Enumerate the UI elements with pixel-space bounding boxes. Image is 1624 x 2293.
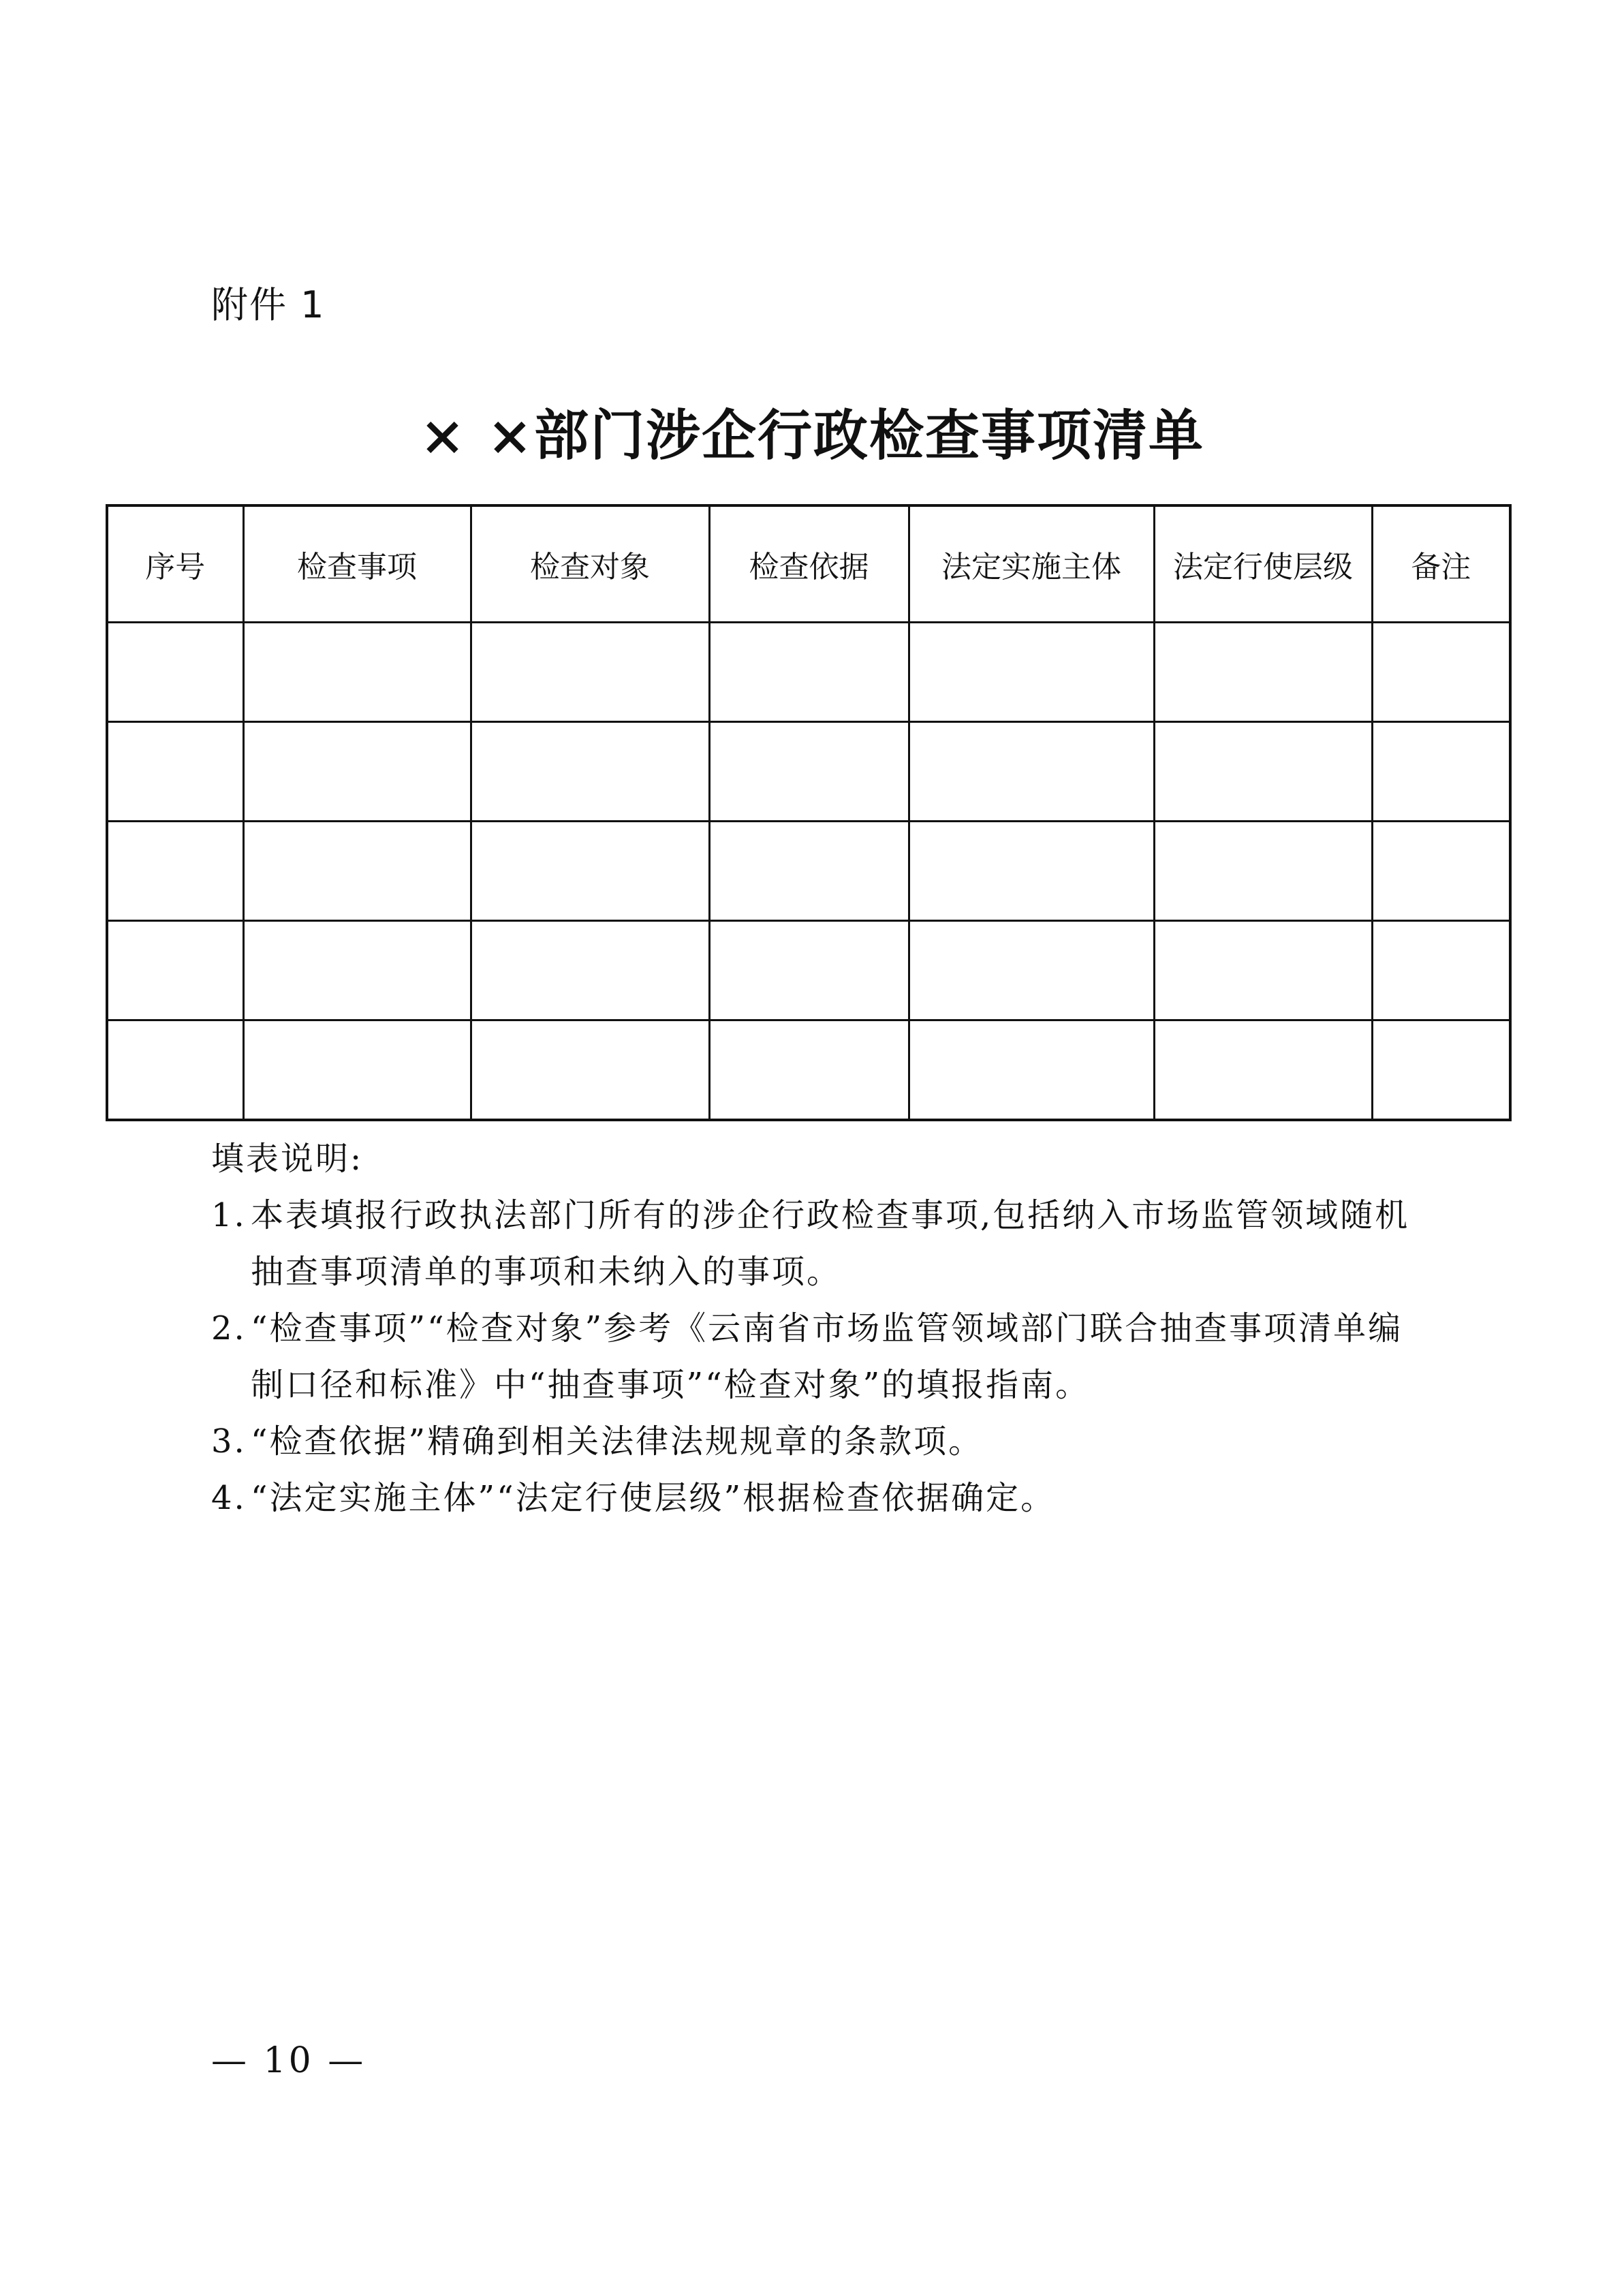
table-cell bbox=[709, 1020, 909, 1121]
table-cell bbox=[1154, 822, 1372, 921]
header-exercise-level: 法定行使层级 bbox=[1154, 505, 1372, 623]
instructions-heading: 填表说明: bbox=[211, 1140, 364, 1178]
table-cell bbox=[1154, 722, 1372, 822]
table-cell bbox=[909, 623, 1154, 722]
table-cell bbox=[243, 722, 471, 822]
instruction-item bbox=[211, 1470, 1424, 1527]
instruction-text: 本表填报行政执法部门所有的涉企行政检查事项,包括纳入市场监管领域随机抽查事项清单的事项和未纳入的事项。 bbox=[251, 1196, 1410, 1291]
table-cell bbox=[471, 921, 709, 1020]
table-cell bbox=[243, 921, 471, 1020]
table-cell bbox=[909, 921, 1154, 1020]
table-cell bbox=[107, 1020, 243, 1121]
instruction-text: “检查事项”“检查对象”参考《云南省市场监管领域部门联合抽查事项清单编制口径和标准》中“抽查事项”“检查对象”的填报指南。 bbox=[251, 1309, 1403, 1404]
filling-instructions bbox=[211, 1131, 1424, 1527]
table-header-row bbox=[107, 505, 1510, 623]
table-cell bbox=[1372, 722, 1510, 822]
table-cell bbox=[243, 822, 471, 921]
instruction-text: “检查依据”精确到相关法律法规规章的条款项。 bbox=[251, 1422, 984, 1461]
table-cell bbox=[909, 722, 1154, 822]
header-inspection-item: 检查事项 bbox=[243, 505, 471, 623]
table-cell bbox=[709, 921, 909, 1020]
instruction-number: 3. bbox=[211, 1422, 247, 1461]
table-cell bbox=[107, 822, 243, 921]
table-cell bbox=[243, 1020, 471, 1121]
attachment-label: 附件 1 bbox=[211, 283, 326, 326]
instruction-text: “法定实施主体”“法定行使层级”根据检查依据确定。 bbox=[251, 1479, 1056, 1517]
table-row bbox=[107, 822, 1510, 921]
instruction-item bbox=[211, 1187, 1424, 1300]
table-cell bbox=[909, 822, 1154, 921]
table-row bbox=[107, 921, 1510, 1020]
instruction-item bbox=[211, 1414, 1424, 1470]
table-row bbox=[107, 722, 1510, 822]
instruction-number: 1. bbox=[211, 1196, 247, 1234]
table-cell bbox=[909, 1020, 1154, 1121]
instruction-number: 2. bbox=[211, 1309, 247, 1347]
instruction-item bbox=[211, 1300, 1424, 1414]
table-cell bbox=[107, 921, 243, 1020]
table-cell bbox=[471, 1020, 709, 1121]
table-cell bbox=[107, 722, 243, 822]
page-number: — 10 — bbox=[211, 2040, 366, 2081]
table-cell bbox=[471, 822, 709, 921]
table-cell bbox=[1154, 623, 1372, 722]
table-row bbox=[107, 1020, 1510, 1121]
table-cell bbox=[709, 822, 909, 921]
table-cell bbox=[471, 722, 709, 822]
header-implementing-body: 法定实施主体 bbox=[909, 505, 1154, 623]
table-cell bbox=[1372, 822, 1510, 921]
table-row bbox=[107, 623, 1510, 722]
table-cell bbox=[709, 722, 909, 822]
header-inspection-object: 检查对象 bbox=[471, 505, 709, 623]
table-cell bbox=[107, 623, 243, 722]
header-remarks: 备注 bbox=[1372, 505, 1510, 623]
header-inspection-basis: 检查依据 bbox=[709, 505, 909, 623]
instruction-number: 4. bbox=[211, 1479, 247, 1517]
table-cell bbox=[1372, 623, 1510, 722]
table-cell bbox=[1154, 921, 1372, 1020]
table-cell bbox=[1154, 1020, 1372, 1121]
header-serial-number: 序号 bbox=[107, 505, 243, 623]
document-title: × ×部门涉企行政检查事项清单 bbox=[420, 403, 1204, 467]
table-cell bbox=[471, 623, 709, 722]
table-cell bbox=[1372, 1020, 1510, 1121]
table-cell bbox=[1372, 921, 1510, 1020]
inspection-items-table bbox=[106, 504, 1512, 1121]
table-cell bbox=[709, 623, 909, 722]
table-cell bbox=[243, 623, 471, 722]
